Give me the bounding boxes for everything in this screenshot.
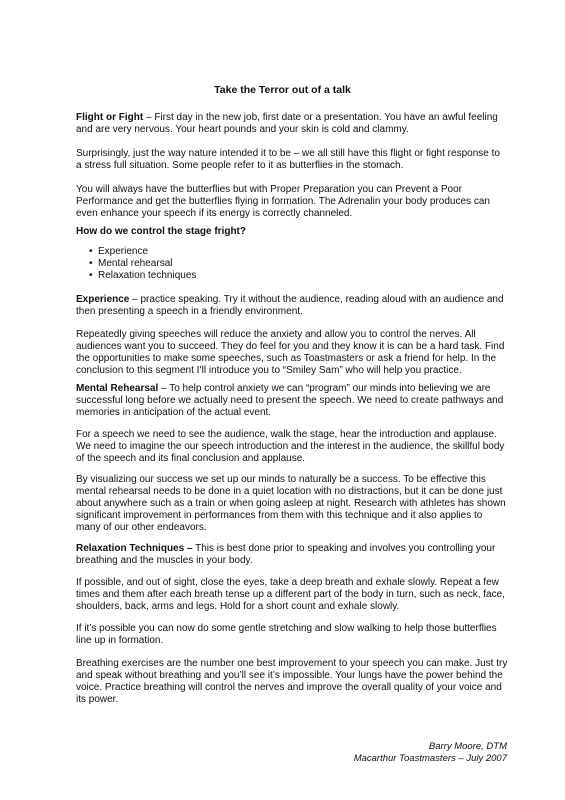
bullet-item: • Experience	[76, 246, 376, 258]
paragraph-for-a-speech: For a speech we need to see the audience, walk the stage, hear the introduction and applause. We need to imagine the our speech introduction and the interest in the audience, the skillful body of the speech and its final conclusion and applause.	[76, 429, 505, 464]
paragraph-repeatedly: Repeatedly giving speeches will reduce the anxiety and allow you to control the nerves. All audiences want you to succeed. They do feel for you and they know it is can be a hard task. Find the opportunities to make some speeches, such as Toastmasters or ask a friend for help. In the conclusion to this segment I’ll introduce you to “Smiley Sam” who will help you practice.	[76, 329, 505, 376]
author-signature: Barry Moore, DTM	[428, 741, 507, 752]
paragraph-relaxation	[76, 543, 508, 567]
paragraph-visualizing: By visualizing our success we set up our minds to naturally be a success. To be effective this mental rehearsal needs to be done in a quiet location with no distractions, but it can be done just about anywhere such as a train or when going asleep at night. Research with athletes has shown significant improvement in performances from them with this technique and it also applies to many of our other endeavors.	[76, 474, 506, 533]
mental-text: – To help control anxiety we can “program” our minds into believing we are successful long before we actually need to present the speech. We need to create pathways and memories in anticipation of the actual event.	[76, 383, 504, 418]
experience-text: – practice speaking. Try it without the audience, reading aloud with an audience and then presenting a speech in a friendly environment.	[76, 294, 504, 317]
bullet-item: • Relaxation techniques	[76, 270, 376, 282]
relaxation-text: This is best done prior to speaking and involves you controlling your breathing and the muscles in your body.	[76, 543, 496, 566]
mental-heading: Mental Rehearsal	[76, 383, 159, 394]
paragraph-breathing: Breathing exercises are the number one best improvement to your speech you can make. Just try and speak without breathing and you’ll see it’s impossible. Your lungs have the power behind the voice. Practice breathing will control the nerves and improve the overall quality of your voice and its power.	[76, 658, 508, 705]
experience-heading: Experience	[76, 294, 130, 305]
club-signature: Macarthur Toastmasters – July 2007	[353, 753, 507, 764]
bullet-list	[76, 246, 376, 282]
relaxation-heading: Relaxation Techniques –	[76, 543, 193, 554]
paragraph-stretching: If it’s possible you can now do some gentle stretching and slow walking to help those butterflies line up in formation.	[76, 623, 497, 646]
flight-text: – First day in the new job, first date or a presentation. You have an awful feeling and are very nervous. Your heart pounds and your skin is cold and clammy.	[76, 112, 498, 135]
paragraph-butterflies: You will always have the butterflies but with Proper Preparation you can Prevent a Poor Performance and get the butterflies flying in formation. The Adrenalin your body produces can even enhance your speech if its energy is correctly channeled.	[76, 184, 490, 219]
section-question: How do we control the stage fright?	[76, 226, 246, 237]
paragraph-if-possible: If possible, and out of sight, close the eyes, take a deep breath and exhale slowly. Repeat a few times and them after each breath tense up a different part of the body in turn, such as neck, face, shoulders, back, arms and legs. Hold for a short count and exhale slowly.	[76, 577, 505, 612]
flight-heading: Flight or Fight	[76, 112, 144, 123]
paragraph-mental-rehearsal	[76, 383, 508, 419]
bullet-item: • Mental rehearsal	[76, 258, 376, 270]
document-title: Take the Terror out of a talk	[214, 84, 351, 96]
paragraph-experience	[76, 294, 508, 318]
paragraph-surprisingly: Surprisingly, just the way nature intended it to be – we all still have this flight or fight response to a stress full situation. Some people refer to it as butterflies in the stomach.	[76, 148, 500, 171]
paragraph-flight-or-fight	[76, 112, 508, 136]
